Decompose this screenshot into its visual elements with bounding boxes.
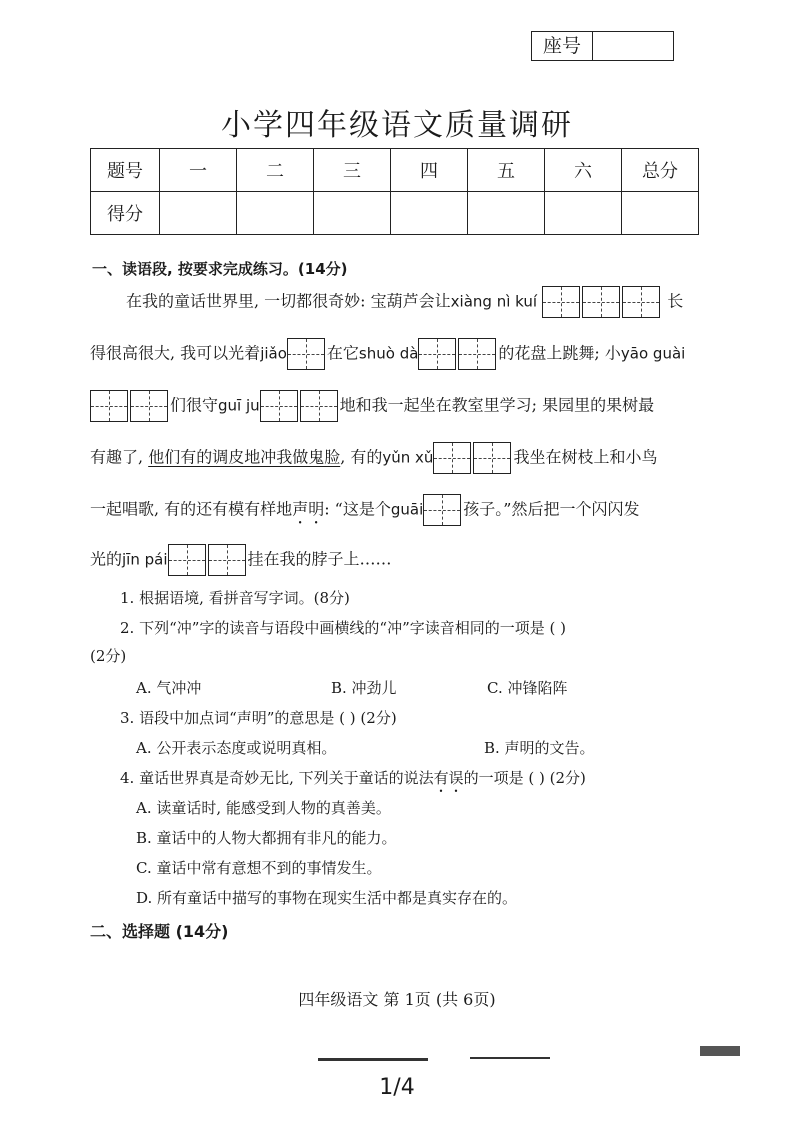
score-input-cell[interactable] — [468, 192, 545, 235]
score-input-cell[interactable] — [545, 192, 622, 235]
question-1: 1. 根据语境, 看拼音写字词。(8分) — [120, 589, 350, 607]
dotted-word: 有误 — [433, 769, 464, 787]
pinyin-label: yǔn xǔ — [382, 448, 434, 467]
pinyin-label: guī ju — [218, 396, 260, 415]
pinyin-label: xiàng nì kuí — [450, 292, 538, 311]
tianzige-box[interactable] — [168, 544, 206, 576]
score-table-score-row — [91, 192, 699, 235]
tianzige-box[interactable] — [433, 442, 471, 474]
pinyin-label: shuò dà — [358, 344, 419, 363]
score-cell: 四 — [391, 149, 468, 192]
passage-text: 的花盘上跳舞; 小 — [498, 343, 621, 363]
q3-option-b[interactable]: B. 声明的文告。 — [484, 739, 595, 757]
score-input-cell[interactable] — [237, 192, 314, 235]
passage-line-1 — [126, 286, 683, 318]
score-cell: 得分 — [91, 192, 160, 235]
section-2-heading: 二、选择题 (14分) — [90, 922, 229, 941]
score-cell: 二 — [237, 149, 314, 192]
passage-text: 孩子。”然后把一个闪闪发 — [463, 499, 640, 519]
tianzige-box[interactable] — [473, 442, 511, 474]
score-cell: 六 — [545, 149, 622, 192]
tianzige-box[interactable] — [458, 338, 496, 370]
pinyin-label: guāi — [390, 500, 424, 519]
exam-title: 小学四年级语文质量调研 — [221, 108, 573, 143]
tianzige-box[interactable] — [130, 390, 168, 422]
passage-text: , 有的 — [340, 447, 383, 467]
passage-text: : “这是个 — [324, 499, 391, 519]
tianzige-box[interactable] — [622, 286, 660, 318]
passage-line-3 — [90, 390, 654, 422]
question-4-text: 的一项是 ( ) (2分) — [463, 769, 586, 787]
score-input-cell[interactable] — [160, 192, 237, 235]
score-cell: 总分 — [622, 149, 699, 192]
q4-option-a[interactable]: A. 读童话时, 能感受到人物的真善美。 — [136, 799, 391, 817]
section-1-heading: 一、读语段, 按要求完成练习。(14分) — [92, 260, 348, 278]
q4-option-c[interactable]: C. 童话中常有意想不到的事情发生。 — [136, 859, 382, 877]
tianzige-box[interactable] — [423, 494, 461, 526]
tianzige-box[interactable] — [287, 338, 325, 370]
passage-text: 长 — [667, 291, 684, 311]
seat-number-box — [531, 31, 674, 61]
q2-option-c[interactable]: C. 冲锋陷阵 — [487, 679, 568, 697]
score-input-cell[interactable] — [314, 192, 391, 235]
passage-line-5 — [90, 494, 639, 528]
passage-text: 光的 — [90, 549, 123, 569]
scan-smudge — [318, 1058, 428, 1061]
score-cell: 五 — [468, 149, 545, 192]
q4-option-d[interactable]: D. 所有童话中描写的事物在现实生活中都是真实存在的。 — [136, 889, 518, 907]
page-number: 1/4 — [379, 1075, 415, 1100]
score-cell: 三 — [314, 149, 391, 192]
q4-option-b[interactable]: B. 童话中的人物大都拥有非凡的能力。 — [136, 829, 397, 847]
passage-text: 得很高很大, 我可以光着 — [90, 343, 261, 363]
passage-text: 我坐在树枝上和小鸟 — [513, 447, 658, 467]
passage-text: 挂在我的脖子上…… — [247, 549, 392, 569]
tianzige-box[interactable] — [260, 390, 298, 422]
q3-option-a[interactable]: A. 公开表示态度或说明真相。 — [136, 739, 337, 757]
dotted-word: 声明 — [292, 499, 325, 519]
scan-smudge — [700, 1046, 740, 1056]
q2-option-a[interactable]: A. 气冲冲 — [136, 679, 202, 697]
question-2-score: (2分) — [90, 647, 127, 665]
pinyin-label: jiǎo — [260, 344, 287, 363]
tianzige-box[interactable] — [418, 338, 456, 370]
passage-line-2 — [90, 338, 685, 370]
passage-text: 地和我一起坐在教室里学习; 果园里的果树最 — [339, 395, 655, 415]
tianzige-box[interactable] — [582, 286, 620, 318]
score-table-header-row — [91, 149, 699, 192]
score-input-cell[interactable] — [622, 192, 699, 235]
passage-text: 在它 — [326, 343, 359, 363]
score-cell: 题号 — [91, 149, 160, 192]
question-4-text: 4. 童话世界真是奇妙无比, 下列关于童话的说法 — [120, 769, 434, 787]
page-footer: 四年级语文 第 1页 (共 6页) — [298, 990, 496, 1009]
score-input-cell[interactable] — [391, 192, 468, 235]
underlined-phrase: 他们有的调皮地冲我做鬼脸 — [148, 447, 341, 467]
question-2: 2. 下列“冲”字的读音与语段中画横线的“冲”字读音相同的一项是 ( ) — [120, 619, 566, 637]
tianzige-box[interactable] — [90, 390, 128, 422]
passage-line-4 — [90, 442, 657, 474]
question-4 — [120, 767, 586, 796]
seat-number-field[interactable] — [593, 32, 673, 60]
score-cell: 一 — [160, 149, 237, 192]
pinyin-label: jīn pái — [122, 550, 168, 569]
score-table — [90, 148, 699, 235]
passage-text: 们很守 — [170, 395, 219, 415]
question-3: 3. 语段中加点词“声明”的意思是 ( ) (2分) — [120, 709, 397, 727]
seat-number-label: 座号 — [532, 32, 593, 60]
passage-line-6 — [90, 544, 392, 576]
tianzige-box[interactable] — [208, 544, 246, 576]
tianzige-box[interactable] — [542, 286, 580, 318]
passage-text: 有趣了, — [90, 447, 149, 467]
pinyin-label: yāo guài — [620, 344, 686, 363]
tianzige-box[interactable] — [300, 390, 338, 422]
passage-text: 在我的童话世界里, 一切都很奇妙: 宝葫芦会让 — [126, 291, 451, 311]
scan-smudge — [470, 1057, 550, 1059]
passage-text: 一起唱歌, 有的还有模有样地 — [90, 499, 293, 519]
q2-option-b[interactable]: B. 冲劲儿 — [331, 679, 397, 697]
